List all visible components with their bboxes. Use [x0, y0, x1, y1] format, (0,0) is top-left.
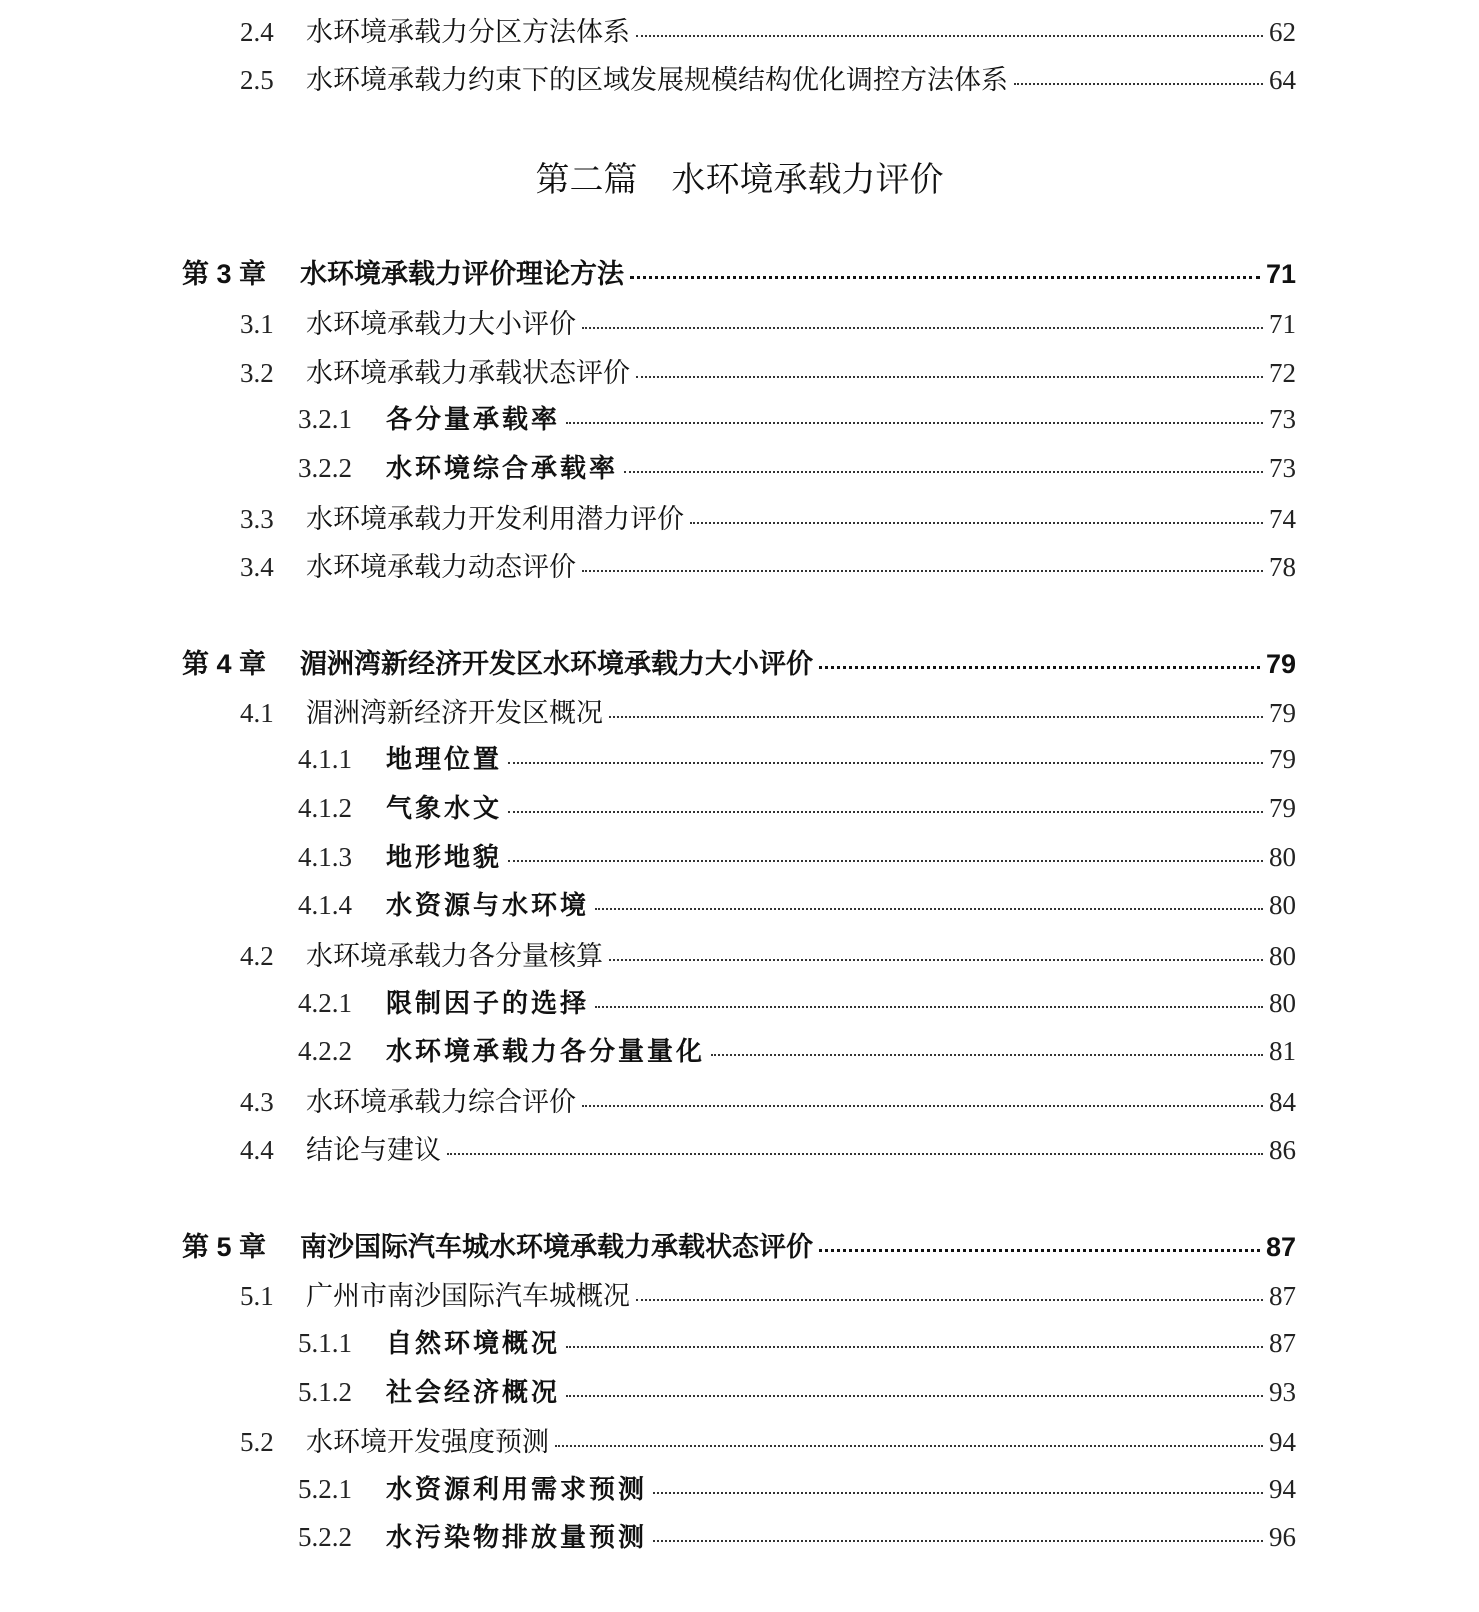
entry-number: 4.1.3: [298, 842, 352, 872]
entry-title: 社会经济概况: [386, 1378, 561, 1408]
entry-page-number: 72: [1269, 358, 1296, 388]
dot-leader: [630, 276, 1260, 279]
part-title: 第二篇 水环境承载力评价: [535, 160, 944, 200]
toc-chapter-entry[interactable]: [182, 642, 1296, 686]
entry-title: 各分量承载率: [386, 405, 561, 435]
toc-section-entry[interactable]: [240, 1274, 1296, 1314]
entry-page-number: 74: [1269, 504, 1296, 534]
entry-number: 4.1.4: [298, 890, 352, 920]
entry-page-number: 80: [1269, 890, 1296, 920]
toc-section-entry[interactable]: [240, 545, 1296, 585]
toc-subsection-entry[interactable]: [298, 1517, 1296, 1557]
dot-leader: [609, 959, 1263, 961]
entry-title: 气象水文: [386, 794, 503, 824]
entry-title: 水环境承载力开发利用潜力评价: [306, 504, 684, 535]
entry-number: 5.1: [240, 1281, 274, 1311]
entry-title: 水环境承载力约束下的区域发展规模结构优化调控方法体系: [306, 65, 1008, 96]
entry-page-number: 81: [1269, 1036, 1296, 1066]
entry-title: 水环境承载力大小评价: [306, 309, 576, 340]
entry-number: 3.2.2: [298, 453, 352, 483]
toc-subsection-entry[interactable]: [298, 837, 1296, 877]
entry-page-number: 79: [1265, 649, 1296, 679]
entry-title: 水环境承载力分区方法体系: [306, 17, 630, 48]
entry-title: 地形地貌: [386, 843, 503, 873]
entry-number: 3.4: [240, 552, 274, 582]
entry-title: 限制因子的选择: [386, 989, 590, 1019]
entry-page-number: 78: [1269, 552, 1296, 582]
toc-subsection-entry[interactable]: [298, 399, 1296, 439]
entry-title: 广州市南沙国际汽车城概况: [306, 1281, 630, 1312]
entry-page-number: 71: [1269, 309, 1296, 339]
entry-number: 4.2.2: [298, 1036, 352, 1066]
entry-number: 3.2: [240, 358, 274, 388]
dot-leader: [508, 762, 1263, 764]
entry-number: 第 3 章: [182, 259, 267, 289]
entry-number: 4.1.2: [298, 793, 352, 823]
entry-title: 湄洲湾新经济开发区概况: [306, 698, 603, 729]
entry-number: 3.1: [240, 309, 274, 339]
dot-leader: [595, 908, 1263, 910]
entry-title: 水环境开发强度预测: [306, 1427, 549, 1458]
dot-leader: [508, 811, 1263, 813]
dot-leader: [636, 1299, 1263, 1301]
entry-page-number: 71: [1265, 259, 1296, 289]
entry-title: 水环境承载力承载状态评价: [306, 358, 630, 389]
entry-page-number: 73: [1269, 453, 1296, 483]
toc-subsection-entry[interactable]: [298, 739, 1296, 779]
toc-subsection-entry[interactable]: [298, 1372, 1296, 1412]
entry-number: 4.2: [240, 941, 274, 971]
dot-leader: [566, 1395, 1263, 1397]
entry-title: 水环境承载力动态评价: [306, 552, 576, 583]
entry-page-number: 87: [1265, 1232, 1296, 1262]
toc-subsection-entry[interactable]: [298, 788, 1296, 828]
toc-subsection-entry[interactable]: [298, 1323, 1296, 1363]
entry-number: 5.2.1: [298, 1474, 352, 1504]
toc-section-entry[interactable]: [240, 691, 1296, 731]
entry-number: 5.1.1: [298, 1328, 352, 1358]
dot-leader: [711, 1054, 1263, 1056]
toc-section-entry[interactable]: [240, 1128, 1296, 1168]
entry-page-number: 96: [1269, 1522, 1296, 1552]
entry-title: 南沙国际汽车城水环境承载力承载状态评价: [300, 1232, 813, 1262]
entry-number: 5.2: [240, 1427, 274, 1457]
entry-page-number: 79: [1269, 698, 1296, 728]
dot-leader: [508, 860, 1263, 862]
entry-page-number: 87: [1269, 1281, 1296, 1311]
toc-section-entry[interactable]: [240, 497, 1296, 537]
entry-page-number: 84: [1269, 1087, 1296, 1117]
entry-number: 3.2.1: [298, 404, 352, 434]
entry-title: 水环境承载力综合评价: [306, 1087, 576, 1118]
dot-leader: [819, 1249, 1260, 1252]
entry-page-number: 62: [1269, 17, 1296, 47]
entry-number: 第 4 章: [182, 649, 267, 679]
entry-page-number: 79: [1269, 744, 1296, 774]
entry-title: 水环境承载力评价理论方法: [300, 259, 624, 289]
entry-title: 自然环境概况: [386, 1329, 561, 1359]
dot-leader: [566, 1346, 1263, 1348]
dot-leader: [690, 522, 1263, 524]
toc-section-entry[interactable]: [240, 1420, 1296, 1460]
entry-page-number: 94: [1269, 1474, 1296, 1504]
dot-leader: [653, 1492, 1263, 1494]
entry-page-number: 93: [1269, 1377, 1296, 1407]
toc-subsection-entry[interactable]: [298, 983, 1296, 1023]
toc-section-entry[interactable]: [240, 1080, 1296, 1120]
entry-page-number: 86: [1269, 1135, 1296, 1165]
dot-leader: [819, 666, 1260, 669]
entry-number: 2.4: [240, 17, 274, 47]
entry-title: 水资源与水环境: [386, 891, 590, 921]
entry-number: 2.5: [240, 65, 274, 95]
dot-leader: [555, 1445, 1263, 1447]
dot-leader: [582, 1105, 1263, 1107]
dot-leader: [582, 327, 1263, 329]
entry-number: 4.2.1: [298, 988, 352, 1018]
entry-number: 4.3: [240, 1087, 274, 1117]
dot-leader: [582, 570, 1263, 572]
entry-title: 水环境承载力各分量量化: [386, 1037, 706, 1067]
entry-number: 4.1: [240, 698, 274, 728]
dot-leader: [653, 1540, 1263, 1542]
dot-leader: [1014, 83, 1263, 85]
dot-leader: [595, 1006, 1263, 1008]
entry-number: 5.1.2: [298, 1377, 352, 1407]
dot-leader: [609, 716, 1263, 718]
toc-subsection-entry[interactable]: [298, 885, 1296, 925]
entry-title: 湄洲湾新经济开发区水环境承载力大小评价: [300, 649, 813, 679]
toc-chapter-entry[interactable]: [182, 1225, 1296, 1269]
toc-section-entry[interactable]: [240, 58, 1296, 98]
entry-title: 水环境综合承载率: [386, 454, 619, 484]
entry-page-number: 64: [1269, 65, 1296, 95]
entry-title: 地理位置: [386, 745, 503, 775]
entry-number: 3.3: [240, 504, 274, 534]
dot-leader: [636, 35, 1263, 37]
toc-subsection-entry[interactable]: [298, 1469, 1296, 1509]
entry-number: 4.4: [240, 1135, 274, 1165]
entry-title: 水污染物排放量预测: [386, 1523, 648, 1553]
dot-leader: [566, 422, 1263, 424]
entry-page-number: 80: [1269, 941, 1296, 971]
entry-page-number: 94: [1269, 1427, 1296, 1457]
entry-number: 第 5 章: [182, 1232, 267, 1262]
dot-leader: [636, 376, 1263, 378]
toc-chapter-entry[interactable]: [182, 252, 1296, 296]
dot-leader: [624, 471, 1263, 473]
entry-number: 5.2.2: [298, 1522, 352, 1552]
toc-section-entry[interactable]: [240, 302, 1296, 342]
entry-title: 结论与建议: [306, 1135, 441, 1166]
dot-leader: [447, 1153, 1263, 1155]
entry-number: 4.1.1: [298, 744, 352, 774]
toc-subsection-entry[interactable]: [298, 448, 1296, 488]
toc-subsection-entry[interactable]: [298, 1031, 1296, 1071]
entry-page-number: 80: [1269, 988, 1296, 1018]
entry-page-number: 80: [1269, 842, 1296, 872]
toc-section-entry[interactable]: [240, 934, 1296, 974]
toc-section-entry[interactable]: [240, 351, 1296, 391]
entry-page-number: 79: [1269, 793, 1296, 823]
toc-section-entry[interactable]: [240, 10, 1296, 50]
entry-page-number: 87: [1269, 1328, 1296, 1358]
entry-page-number: 73: [1269, 404, 1296, 434]
entry-title: 水环境承载力各分量核算: [306, 941, 603, 972]
entry-title: 水资源利用需求预测: [386, 1475, 648, 1505]
